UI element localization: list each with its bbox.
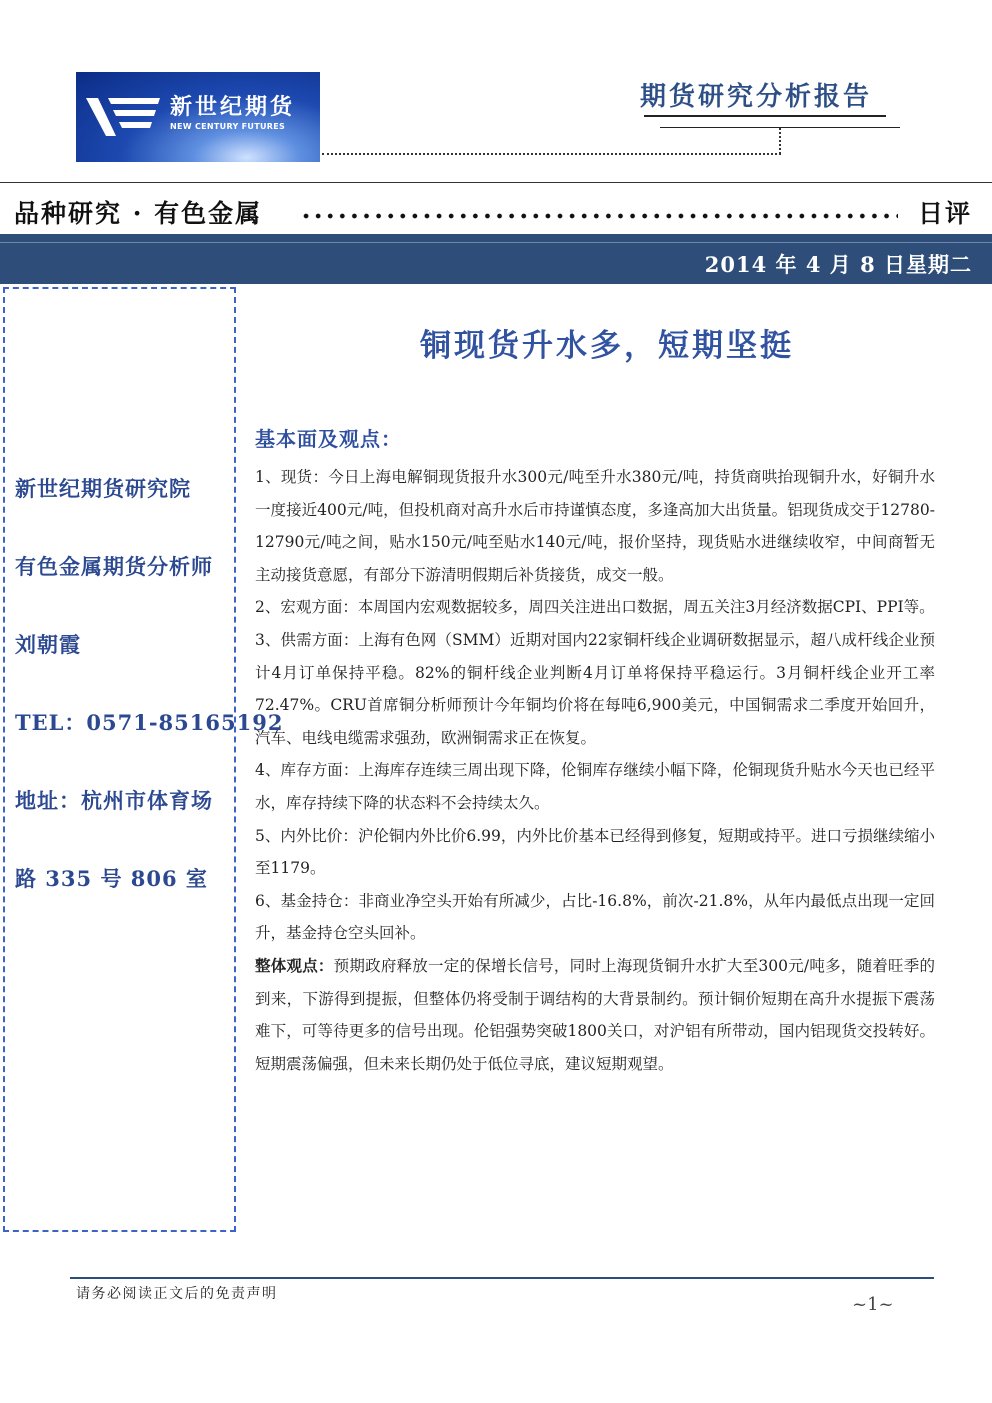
logo-mark-icon [86,96,162,140]
disclaimer-note: 请务必阅读正文后的免责声明 [76,1286,278,1302]
sidebar-address-line-1: 地址：杭州市体育场 [15,788,213,813]
sidebar-analyst-title: 有色金属期货分析师 [15,554,213,579]
paragraph-fund-position: 6、基金持仓：非商业净空头开始有所减少，占比-16.8%，前次-21.8%，从年内最低点出现一定回升，基金持仓空头回补。 [255,891,935,943]
paragraph-macro: 2、宏观方面：本周国内宏观数据较多，周四关注进出口数据，周五关注3月经济数据CPI、PPI等。 [255,598,935,617]
date-banner-stripe [0,242,992,243]
report-type-title: 期货研究分析报告 [640,82,873,112]
report-type-underline [644,115,886,117]
sidebar-telephone: TEL：0571-85165192 [15,710,284,735]
sidebar-address-line-2: 路 335 号 806 室 [15,866,208,891]
section-heading: 基本面及观点： [255,427,402,451]
sidebar-analyst-name: 刘朝霞 [15,632,81,657]
header-dotted-divider [322,153,781,155]
report-frequency: 日评 [918,199,973,228]
paragraph-spot-market: 1、现货：今日上海电解铜现货报升水300元/吨至升水380元/吨，持货商哄抬现铜升水，好铜升水一度接近400元/吨，但投机商对高升水后市持谨慎态度，多逢高加大出货量。铝现货成交于12780-12790元/吨之间，贴水150元/吨至贴水140元/吨，报价坚持，现货贴水进继续收窄，中间商暂无主动接货意愿，有部分下游清明假期后补货接货，成交一般。 [255,468,935,584]
article-title: 铜现货升水多，短期坚挺 [420,328,794,364]
company-logo [76,72,320,162]
paragraph-inventory: 4、库存方面：上海库存连续三周出现下降，伦铜库存继续小幅下降，伦铜现货升贴水今天也已经平水，库存持续下降的状态料不会持续太久。 [255,761,935,812]
analyst-sidebar [3,287,284,1232]
article-body [255,461,935,1080]
conclusion-text: 预期政府释放一定的保增长信号，同时上海现货铜升水扩大至300元/吨多，随着旺季的到来，下游得到提振，但整体仍将受制于调结构的大背景制约。预计铜价短期在高升水提振下震荡难下，可等待更多的信号出现。伦铝强势突破1800关口，对沪铝有所带动，国内铝现货交投转好。短期震荡偏强，但未来长期仍处于低位寻底，建议短期观望。 [255,956,935,1073]
footer-rule [70,1277,934,1279]
conclusion-label: 整体观点： [255,955,334,975]
sidebar-institute: 新世纪期货研究院 [15,476,191,501]
paragraph-supply-demand: 3、供需方面：上海有色网（SMM）近期对国内22家铜杆线企业调研数据显示，超八成杆线企业预计4月订单保持平稳。82%的铜杆线企业判断4月订单将保持平稳运行。3月铜杆线企业开工率72.47%。CRU首席铜分析师预计今年铜均价将在每吨6,900美元，中国铜需求二季度开始回升，汽车、电线电缆需求强劲，欧洲铜需求正在恢复。 [255,630,935,747]
logo-english-name: NEW CENTURY FUTURES [170,122,286,131]
paragraph-price-ratio: 5、内外比价：沪伦铜内外比价6.99，内外比价基本已经得到修复，短期或持平。进口亏损继续缩小至1179。 [255,826,935,878]
category-label: 品种研究 · 有色金属 [14,199,263,228]
category-dot-leader [300,212,898,220]
header-dotted-connector [779,128,781,154]
report-date: 2014 年 4 月 8 日星期二 [704,252,972,277]
logo-chinese-name: 新世纪期货 [170,94,296,120]
page-number: ~1~ [852,1294,894,1315]
category-top-rule [0,182,992,183]
paragraph-conclusion [255,950,935,1080]
